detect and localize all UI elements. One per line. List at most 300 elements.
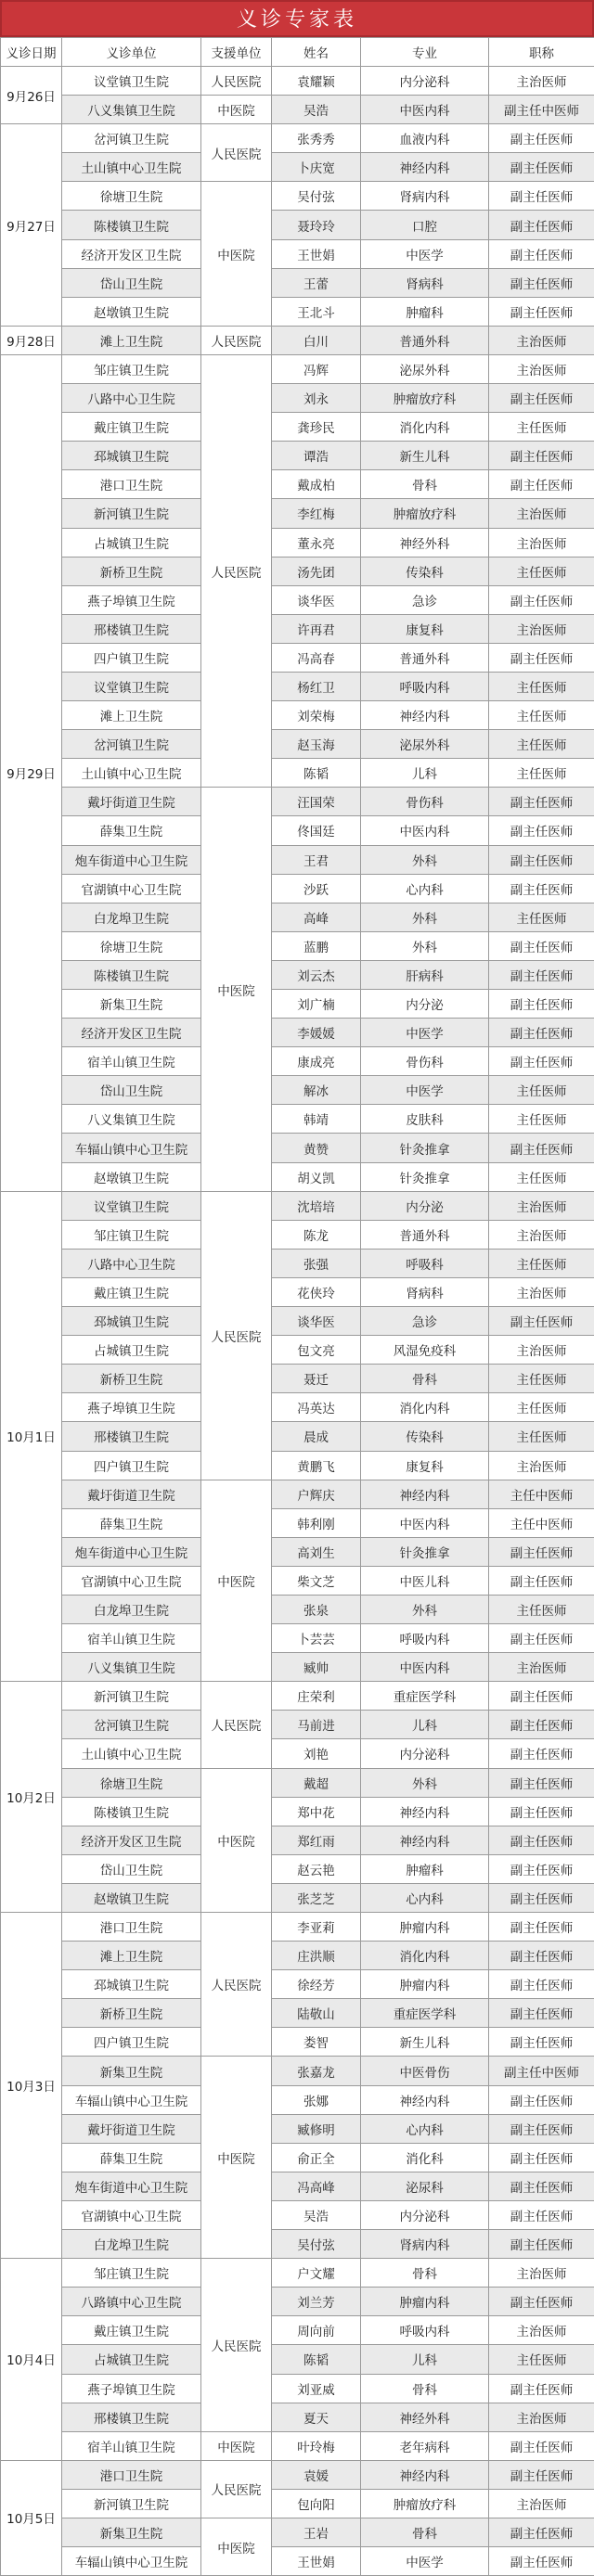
support-cell: 人民医院	[201, 67, 272, 96]
title-cell: 副主任医师	[489, 2143, 594, 2172]
name-cell: 蓝鹏	[272, 931, 361, 960]
table-row	[1, 931, 594, 960]
specialty-cell: 骨伤科	[361, 1047, 489, 1076]
support-cell: 人民医院	[201, 2460, 272, 2518]
name-cell: 吴浩	[272, 2200, 361, 2229]
table-row	[1, 990, 594, 1019]
table-row	[1, 1365, 594, 1393]
specialty-cell: 神经外科	[361, 2403, 489, 2431]
table-row	[1, 2489, 594, 2518]
unit-cell: 邳城镇卫生院	[62, 1970, 201, 1999]
name-cell: 刘永	[272, 384, 361, 413]
date-cell: 10月2日	[1, 1682, 62, 1913]
unit-cell: 陈楼镇卫生院	[62, 960, 201, 989]
name-cell: 王岩	[272, 2518, 361, 2546]
title-cell: 副主任医师	[489, 845, 594, 874]
unit-cell: 邳城镇卫生院	[62, 1307, 201, 1336]
unit-cell: 白龙埠卫生院	[62, 2230, 201, 2259]
table-row	[1, 2316, 594, 2345]
header-name: 姓名	[272, 38, 361, 67]
specialty-cell: 骨科	[361, 470, 489, 499]
name-cell: 张芝芝	[272, 1883, 361, 1912]
table-row	[1, 1134, 594, 1162]
title-cell: 副主任医师	[489, 1624, 594, 1653]
table-row	[1, 2288, 594, 2316]
title-cell: 副主任医师	[489, 124, 594, 153]
title-cell: 主治医师	[489, 1277, 594, 1306]
table-row	[1, 67, 594, 96]
table-row	[1, 413, 594, 442]
unit-cell: 邹庄镇卫生院	[62, 354, 201, 383]
specialty-cell: 儿科	[361, 759, 489, 788]
specialty-cell: 肿瘤内科	[361, 1970, 489, 1999]
name-cell: 王蕾	[272, 268, 361, 297]
unit-cell: 新桥卫生院	[62, 1999, 201, 2028]
title-cell: 主治医师	[489, 67, 594, 96]
title-cell: 主治医师	[489, 1451, 594, 1480]
specialty-cell: 肿瘤放疗科	[361, 499, 489, 528]
table-row	[1, 2547, 594, 2576]
unit-cell: 邢楼镇卫生院	[62, 1422, 201, 1451]
specialty-cell: 肾病科	[361, 268, 489, 297]
name-cell: 俞正全	[272, 2143, 361, 2172]
name-cell: 晨成	[272, 1422, 361, 1451]
unit-cell: 官湖镇中心卫生院	[62, 2200, 201, 2229]
table-row	[1, 730, 594, 759]
table-row	[1, 1913, 594, 1942]
table-row	[1, 1653, 594, 1682]
specialty-cell: 康复科	[361, 614, 489, 643]
table-row	[1, 528, 594, 557]
name-cell: 高刘生	[272, 1537, 361, 1566]
specialty-cell: 外科	[361, 903, 489, 931]
name-cell: 戴成柏	[272, 470, 361, 499]
unit-cell: 徐塘卫生院	[62, 931, 201, 960]
table-row	[1, 903, 594, 931]
name-cell: 解冰	[272, 1076, 361, 1105]
name-cell: 花侠玲	[272, 1277, 361, 1306]
specialty-cell: 肾病内科	[361, 182, 489, 211]
unit-cell: 戴庄镇卫生院	[62, 1277, 201, 1306]
header-title: 职称	[489, 38, 594, 67]
title-cell: 副主任医师	[489, 990, 594, 1019]
title-cell: 主任医师	[489, 1162, 594, 1191]
name-cell: 张强	[272, 1249, 361, 1277]
name-cell: 夏天	[272, 2403, 361, 2431]
title-cell: 副主任医师	[489, 788, 594, 816]
specialty-cell: 中医内科	[361, 1508, 489, 1537]
specialty-cell: 肝病科	[361, 960, 489, 989]
support-cell: 中医院	[201, 182, 272, 326]
table-row	[1, 2518, 594, 2546]
name-cell: 袁媛	[272, 2460, 361, 2489]
specialty-cell: 骨科	[361, 1365, 489, 1393]
unit-cell: 邢楼镇卫生院	[62, 614, 201, 643]
unit-cell: 岔河镇卫生院	[62, 730, 201, 759]
date-cell: 10月3日	[1, 1913, 62, 2259]
title-cell: 主治医师	[489, 2316, 594, 2345]
unit-cell: 新集卫生院	[62, 2518, 201, 2546]
title-cell: 主任医师	[489, 1393, 594, 1422]
table-row	[1, 788, 594, 816]
unit-cell: 宿羊山镇卫生院	[62, 2431, 201, 2460]
unit-cell: 新集卫生院	[62, 2057, 201, 2085]
unit-cell: 赵墩镇卫生院	[62, 297, 201, 326]
title-cell: 主任医师	[489, 1365, 594, 1393]
specialty-cell: 中医内科	[361, 816, 489, 845]
title-cell: 副主任医师	[489, 1826, 594, 1854]
table-row	[1, 1854, 594, 1883]
name-cell: 汤先团	[272, 557, 361, 585]
specialty-cell: 泌尿外科	[361, 730, 489, 759]
name-cell: 叶玲梅	[272, 2431, 361, 2460]
unit-cell: 港口卫生院	[62, 2460, 201, 2489]
name-cell: 王世娟	[272, 2547, 361, 2576]
title-cell: 副主任医师	[489, 442, 594, 470]
specialty-cell: 普通外科	[361, 643, 489, 672]
unit-cell: 官湖镇中心卫生院	[62, 874, 201, 903]
table-row	[1, 2200, 594, 2229]
unit-cell: 邹庄镇卫生院	[62, 1220, 201, 1249]
title-cell: 副主任医师	[489, 2114, 594, 2143]
specialty-cell: 康复科	[361, 1451, 489, 1480]
name-cell: 郑中花	[272, 1797, 361, 1826]
title-cell: 主治医师	[489, 354, 594, 383]
specialty-cell: 中医学	[361, 2547, 489, 2576]
title-cell: 主任医师	[489, 1422, 594, 1451]
title-cell: 主任医师	[489, 903, 594, 931]
table-row	[1, 1942, 594, 1970]
title-cell: 主治医师	[489, 326, 594, 354]
date-cell: 10月1日	[1, 1191, 62, 1682]
table-row	[1, 2230, 594, 2259]
header-specialty: 专业	[361, 38, 489, 67]
name-cell: 张娜	[272, 2085, 361, 2114]
table-row	[1, 1739, 594, 1768]
unit-cell: 新集卫生院	[62, 990, 201, 1019]
name-cell: 谈华医	[272, 1307, 361, 1336]
name-cell: 王世娟	[272, 239, 361, 268]
name-cell: 白川	[272, 326, 361, 354]
unit-cell: 新桥卫生院	[62, 1365, 201, 1393]
specialty-cell: 新生儿科	[361, 2028, 489, 2057]
unit-cell: 土山镇中心卫生院	[62, 759, 201, 788]
table-row	[1, 96, 594, 124]
table-row	[1, 1307, 594, 1336]
unit-cell: 经济开发区卫生院	[62, 239, 201, 268]
name-cell: 陈韬	[272, 2345, 361, 2374]
table-row	[1, 1105, 594, 1134]
table-body	[1, 67, 594, 2576]
table-row	[1, 557, 594, 585]
specialty-cell: 呼吸内科	[361, 2316, 489, 2345]
unit-cell: 议堂镇卫生院	[62, 1191, 201, 1220]
table-row	[1, 384, 594, 413]
table-row	[1, 1595, 594, 1623]
name-cell: 聂玲玲	[272, 211, 361, 239]
specialty-cell: 消化内科	[361, 413, 489, 442]
name-cell: 臧修明	[272, 2114, 361, 2143]
specialty-cell: 传染科	[361, 557, 489, 585]
specialty-cell: 急诊	[361, 1307, 489, 1336]
title-cell: 副主任医师	[489, 2518, 594, 2546]
unit-cell: 岱山卫生院	[62, 1854, 201, 1883]
specialty-cell: 普通外科	[361, 326, 489, 354]
specialty-cell: 传染科	[361, 1422, 489, 1451]
unit-cell: 四户镇卫生院	[62, 1451, 201, 1480]
title-cell: 主治医师	[489, 1653, 594, 1682]
name-cell: 娄智	[272, 2028, 361, 2057]
specialty-cell: 呼吸内科	[361, 672, 489, 700]
unit-cell: 戴圩街道卫生院	[62, 1480, 201, 1508]
title-cell: 主治医师	[489, 1220, 594, 1249]
title-cell: 副主任医师	[489, 2085, 594, 2114]
specialty-cell: 内分泌科	[361, 1739, 489, 1768]
specialty-cell: 肿瘤内科	[361, 2288, 489, 2316]
name-cell: 刘兰芳	[272, 2288, 361, 2316]
name-cell: 龚珍民	[272, 413, 361, 442]
unit-cell: 滩上卫生院	[62, 701, 201, 730]
name-cell: 胡义凯	[272, 1162, 361, 1191]
unit-cell: 戴圩街道卫生院	[62, 2114, 201, 2143]
date-cell: 9月29日	[1, 354, 62, 1191]
title-cell: 副主任医师	[489, 816, 594, 845]
table-row	[1, 2028, 594, 2057]
table-row	[1, 211, 594, 239]
unit-cell: 八义集镇卫生院	[62, 1653, 201, 1682]
specialty-cell: 骨科	[361, 2259, 489, 2288]
table-row	[1, 614, 594, 643]
specialty-cell: 肿瘤内科	[361, 1913, 489, 1942]
table-row	[1, 1393, 594, 1422]
title-cell: 副主任医师	[489, 1970, 594, 1999]
name-cell: 郑红雨	[272, 1826, 361, 1854]
name-cell: 吴付弦	[272, 182, 361, 211]
title-cell: 副主任医师	[489, 1768, 594, 1797]
table-row	[1, 239, 594, 268]
specialty-cell: 肿瘤科	[361, 1854, 489, 1883]
table-row	[1, 874, 594, 903]
unit-cell: 港口卫生院	[62, 1913, 201, 1942]
unit-cell: 邢楼镇卫生院	[62, 2403, 201, 2431]
table-row	[1, 759, 594, 788]
title-cell: 主任医师	[489, 557, 594, 585]
title-cell: 副主任医师	[489, 1739, 594, 1768]
specialty-cell: 骨科	[361, 2374, 489, 2403]
title-cell: 副主任医师	[489, 2200, 594, 2229]
title-cell: 主任中医师	[489, 1480, 594, 1508]
unit-cell: 陈楼镇卫生院	[62, 1797, 201, 1826]
specialty-cell: 风湿免疫科	[361, 1336, 489, 1365]
title-cell: 副主任医师	[489, 470, 594, 499]
name-cell: 谈华医	[272, 585, 361, 614]
name-cell: 陈韬	[272, 759, 361, 788]
table-row	[1, 585, 594, 614]
table-row	[1, 326, 594, 354]
name-cell: 马前进	[272, 1711, 361, 1739]
specialty-cell: 肿瘤科	[361, 297, 489, 326]
title-cell: 副主任中医师	[489, 2057, 594, 2085]
title-cell: 副主任医师	[489, 1566, 594, 1595]
unit-cell: 薛集卫生院	[62, 2143, 201, 2172]
name-cell: 董永亮	[272, 528, 361, 557]
name-cell: 王君	[272, 845, 361, 874]
name-cell: 户辉庆	[272, 1480, 361, 1508]
title-cell: 主治医师	[489, 2489, 594, 2518]
table-row	[1, 1191, 594, 1220]
support-cell: 人民医院	[201, 326, 272, 354]
unit-cell: 八义集镇卫生院	[62, 1105, 201, 1134]
unit-cell: 燕子埠镇卫生院	[62, 1393, 201, 1422]
unit-cell: 白龙埠卫生院	[62, 903, 201, 931]
name-cell: 韩利刚	[272, 1508, 361, 1537]
date-cell: 9月28日	[1, 326, 62, 354]
unit-cell: 戴庄镇卫生院	[62, 413, 201, 442]
specialty-cell: 泌尿外科	[361, 354, 489, 383]
specialty-cell: 神经内科	[361, 2460, 489, 2489]
support-cell: 人民医院	[201, 2259, 272, 2432]
title-cell: 副主任医师	[489, 1797, 594, 1826]
name-cell: 吴浩	[272, 96, 361, 124]
specialty-cell: 中医学	[361, 239, 489, 268]
title-cell: 副主任中医师	[489, 96, 594, 124]
specialty-cell: 内分泌	[361, 1191, 489, 1220]
table-row	[1, 1220, 594, 1249]
table-row	[1, 1768, 594, 1797]
title-cell: 主任医师	[489, 413, 594, 442]
name-cell: 李媛媛	[272, 1019, 361, 1047]
name-cell: 冯英达	[272, 1393, 361, 1422]
support-cell: 中医院	[201, 1768, 272, 1912]
table-row	[1, 816, 594, 845]
title-cell: 主治医师	[489, 1191, 594, 1220]
title-cell: 副主任医师	[489, 1942, 594, 1970]
specialty-cell: 重症医学科	[361, 1999, 489, 2028]
support-cell: 人民医院	[201, 354, 272, 787]
table-row	[1, 1451, 594, 1480]
title-cell: 副主任医师	[489, 2460, 594, 2489]
specialty-cell: 呼吸科	[361, 1249, 489, 1277]
header-row	[1, 38, 594, 67]
unit-cell: 戴圩街道卫生院	[62, 788, 201, 816]
title-cell: 副主任医师	[489, 1047, 594, 1076]
name-cell: 吴付弦	[272, 2230, 361, 2259]
name-cell: 杨红卫	[272, 672, 361, 700]
support-cell: 中医院	[201, 1480, 272, 1682]
name-cell: 徐经芳	[272, 1970, 361, 1999]
specialty-cell: 心内科	[361, 1883, 489, 1912]
title-cell: 副主任医师	[489, 1711, 594, 1739]
name-cell: 汪国荣	[272, 788, 361, 816]
table-row	[1, 1682, 594, 1711]
title-cell: 副主任医师	[489, 1019, 594, 1047]
unit-cell: 燕子埠镇卫生院	[62, 2374, 201, 2403]
specialty-cell: 呼吸内科	[361, 1624, 489, 1653]
support-cell: 人民医院	[201, 1682, 272, 1768]
name-cell: 李红梅	[272, 499, 361, 528]
unit-cell: 赵墩镇卫生院	[62, 1883, 201, 1912]
date-cell: 10月4日	[1, 2259, 62, 2461]
title-cell: 副主任医师	[489, 211, 594, 239]
specialty-cell: 外科	[361, 845, 489, 874]
table-row	[1, 470, 594, 499]
support-cell: 中医院	[201, 788, 272, 1191]
specialty-cell: 消化内科	[361, 1942, 489, 1970]
name-cell: 赵云艳	[272, 1854, 361, 1883]
table-row	[1, 2085, 594, 2114]
table-row	[1, 2403, 594, 2431]
name-cell: 冯辉	[272, 354, 361, 383]
specialty-cell: 泌尿科	[361, 2172, 489, 2200]
support-cell: 人民医院	[201, 124, 272, 182]
support-cell: 中医院	[201, 2431, 272, 2460]
specialty-cell: 急诊	[361, 585, 489, 614]
table-row	[1, 2460, 594, 2489]
title-cell: 副主任医师	[489, 1883, 594, 1912]
title-cell: 主治医师	[489, 499, 594, 528]
title-cell: 副主任医师	[489, 2288, 594, 2316]
table-row	[1, 2114, 594, 2143]
name-cell: 庄洪顺	[272, 1942, 361, 1970]
table-row	[1, 1422, 594, 1451]
unit-cell: 陈楼镇卫生院	[62, 211, 201, 239]
unit-cell: 经济开发区卫生院	[62, 1019, 201, 1047]
title-cell: 主任医师	[489, 672, 594, 700]
title-cell: 副主任医师	[489, 1134, 594, 1162]
table-row	[1, 1076, 594, 1105]
name-cell: 高峰	[272, 903, 361, 931]
unit-cell: 新河镇卫生院	[62, 1682, 201, 1711]
table-row	[1, 1480, 594, 1508]
name-cell: 黄赞	[272, 1134, 361, 1162]
name-cell: 许再君	[272, 614, 361, 643]
unit-cell: 徐塘卫生院	[62, 182, 201, 211]
unit-cell: 宿羊山镇卫生院	[62, 1047, 201, 1076]
name-cell: 刘广楠	[272, 990, 361, 1019]
title-cell: 主任医师	[489, 759, 594, 788]
specialty-cell: 骨伤科	[361, 788, 489, 816]
specialty-cell: 神经内科	[361, 1797, 489, 1826]
support-cell: 中医院	[201, 2057, 272, 2259]
title-cell: 副主任医师	[489, 643, 594, 672]
unit-cell: 徐塘卫生院	[62, 1768, 201, 1797]
name-cell: 袁耀颖	[272, 67, 361, 96]
specialty-cell: 消化科	[361, 2143, 489, 2172]
unit-cell: 车辐山镇中心卫生院	[62, 2085, 201, 2114]
title-cell: 主治医师	[489, 614, 594, 643]
title-cell: 副主任医师	[489, 1854, 594, 1883]
specialty-cell: 肿瘤放疗科	[361, 384, 489, 413]
table-row	[1, 1249, 594, 1277]
name-cell: 冯高春	[272, 643, 361, 672]
table-row	[1, 2431, 594, 2460]
name-cell: 谭浩	[272, 442, 361, 470]
name-cell: 刘艳	[272, 1739, 361, 1768]
header-date: 义诊日期	[1, 38, 62, 67]
specialty-cell: 神经内科	[361, 1826, 489, 1854]
unit-cell: 炮车街道中心卫生院	[62, 845, 201, 874]
specialty-cell: 口腔	[361, 211, 489, 239]
unit-cell: 四户镇卫生院	[62, 2028, 201, 2057]
specialty-cell: 新生儿科	[361, 442, 489, 470]
title-cell: 副主任医师	[489, 268, 594, 297]
unit-cell: 赵墩镇卫生院	[62, 1162, 201, 1191]
name-cell: 康成亮	[272, 1047, 361, 1076]
specialty-cell: 老年病科	[361, 2431, 489, 2460]
name-cell: 周向前	[272, 2316, 361, 2345]
title-cell: 副主任医师	[489, 1913, 594, 1942]
name-cell: 王北斗	[272, 297, 361, 326]
